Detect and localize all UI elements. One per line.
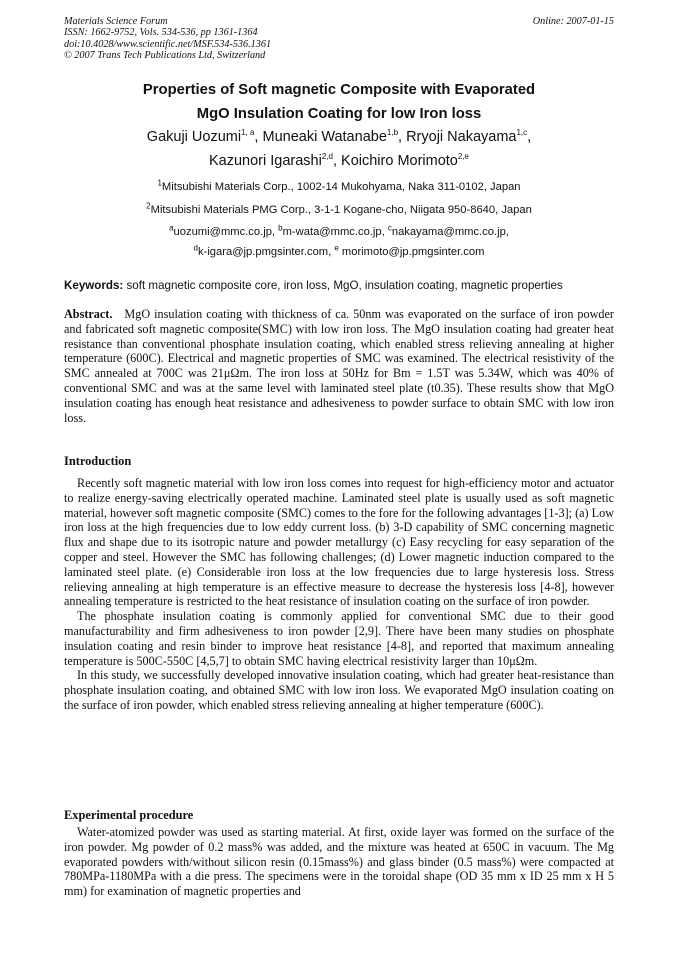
author-name: Muneaki Watanabe <box>262 129 387 145</box>
author-separator: , <box>398 129 407 145</box>
introduction-body <box>64 476 614 713</box>
section-heading-introduction: Introduction <box>64 454 132 468</box>
author-name: Gakuji Uozumi <box>146 129 242 145</box>
keywords <box>64 279 624 292</box>
issn-line: ISSN: 1662-9752, Vols. 534-536, pp 1361-1364 <box>64 27 258 39</box>
affil-sup: 2 <box>146 201 151 211</box>
copyright-line: © 2007 Trans Tech Publications Ltd, Switzerland <box>64 49 266 61</box>
author-sup: 2,e <box>457 152 469 162</box>
author-name: Koichiro Morimoto <box>341 153 458 169</box>
affiliation-1 <box>0 178 678 193</box>
section-heading-experimental: Experimental procedure <box>64 808 194 822</box>
author-line-2 <box>0 153 678 169</box>
email-text: uozumi@mmc.co.jp, <box>173 226 279 238</box>
abstract-label: Abstract. <box>64 307 113 321</box>
paragraph: The phosphate insulation coating is commonly applied for conventional SMC due to their good manufacturability and firm adhesiveness to iron powder [2,9]. There have been many studies on phosphate insulation coating and resin binder to improve heat resistance [4-8], and reported that maximum annealing temperature is 500C-550C [4,5,7] to obtain SMC having electrical resistivity larger than 10μΩm. <box>64 609 614 668</box>
author-sup: 2,d <box>321 152 333 162</box>
affil-text: Mitsubishi Materials Corp., 1002-14 Mukohyama, Naka 311-0102, Japan <box>161 181 521 193</box>
paragraph: Recently soft magnetic material with low iron loss comes into request for high-efficiency motor and actuator to realize energy-saving electrically operated machine. Laminated steel plate is usually used as soft magnetic material, however soft magnetic composite (SMC) comes to the fore for the following advantages [1-3]; (a) Low iron loss at the high frequencies due to low eddy current loss. (b) 3-D capability of SMC concerning magnetic flux and shape due to its isotropic nature and powder metallurgy (c) Easy recycling for easy separation of the copper and steel. However the SMC has following challenges; (d) Lower magnetic induction compared to the laminated steel plate. (e) Considerable iron loss at the low frequencies due to large hysteresis loss. Stress relieving annealing at high temperature is an effective measure to decrease the hysteresis loss [4-8], however annealing temperature is restricted to the heat resistance of insulation coating on the surface of iron powder. <box>64 476 614 609</box>
author-sup: 1,b <box>386 128 399 138</box>
email-line-1 <box>0 223 678 238</box>
paragraph: Water-atomized powder was used as starting material. At first, oxide layer was formed on the surface of the iron powder. Mg powder of 0.2 mass% was added, and the mixture was heated at 650C in vacuum. The Mg evaporated powders with/without silicon resin (0.15mass%) and glass binder (0.5 mass%) were compacted at 780MPa-1180MPa with a die press. The specimens were in the toroidal shape (OD 35 mm x ID 25 mm x H 5 mm) for examination of magnetic properties and <box>64 825 614 899</box>
author-separator: , <box>332 153 342 169</box>
author-line-1 <box>0 129 678 145</box>
paper-title-line-2: MgO Insulation Coating for low Iron loss <box>196 106 482 122</box>
affil-sup: 1 <box>157 178 162 188</box>
email-line-2 <box>0 243 678 258</box>
email-sup: e <box>334 243 339 253</box>
email-sup: d <box>193 243 198 253</box>
email-text: m-wata@mmc.co.jp, <box>282 226 388 238</box>
author-sup: 1,c <box>516 128 528 138</box>
online-date: Online: 2007-01-15 <box>532 16 614 27</box>
email-sup: c <box>387 223 392 233</box>
author-name: Kazunori Igarashi <box>209 153 322 169</box>
journal-name: Materials Science Forum <box>64 16 168 27</box>
doi-line: doi:10.4028/www.scientific.net/MSF.534-536.1361 <box>64 38 272 50</box>
paragraph: In this study, we successfully developed innovative insulation coating, which had greater heat-resistance than phosphate insulation coating, and obtained SMC with low iron loss. We evaporated MgO insulation coating on the surface of iron powder, which enabled stress relieving annealing at higher temperature (600C). <box>64 668 614 712</box>
email-text: k-igara@jp.pmgsinter.com, <box>198 246 335 258</box>
email-sup: a <box>169 223 174 233</box>
author-separator: , <box>527 129 532 145</box>
abstract-text: MgO insulation coating with thickness of ca. 50nm was evaporated on the surface of iron powder and fabricated soft magnetic composite(SMC) with low iron loss. The MgO insulation coating had greater heat resistance than conventional phosphate insulation coating, which enabled stress relieving annealing at higher temperature (600C). Electrical and magnetic properties of SMC was examined. The electrical resistivity of the SMC annealed at 700C was 21μΩm. The iron loss at 50Hz for Bm = 1.5T was 5.34W, which was 40% of conventional SMC and was at the same level with laminated steel plate (t0.35). These results show that MgO insulation coating has enough heat resistance and adhesiveness to powder surface to obtain SMC with low iron loss. <box>64 307 618 425</box>
experimental-body <box>64 825 614 899</box>
author-sup: 1, a <box>241 128 255 138</box>
author-name: Rryoji Nakayama <box>406 129 517 145</box>
abstract <box>64 307 618 425</box>
author-separator: , <box>254 129 263 145</box>
paper-title-line-1: Properties of Soft magnetic Composite with Evaporated <box>142 82 536 98</box>
email-sup: b <box>278 223 283 233</box>
email-text: morimoto@jp.pmgsinter.com <box>338 246 485 258</box>
keywords-text: soft magnetic composite core, iron loss, MgO, insulation coating, magnetic properties <box>123 279 563 292</box>
keywords-label: Keywords: <box>64 279 124 292</box>
journal-header <box>64 16 271 61</box>
affil-text: Mitsubishi Materials PMG Corp., 3-1-1 Kogane-cho, Niigata 950-8640, Japan <box>150 204 532 216</box>
affiliation-2 <box>0 201 678 216</box>
email-text: nakayama@mmc.co.jp, <box>391 226 509 238</box>
